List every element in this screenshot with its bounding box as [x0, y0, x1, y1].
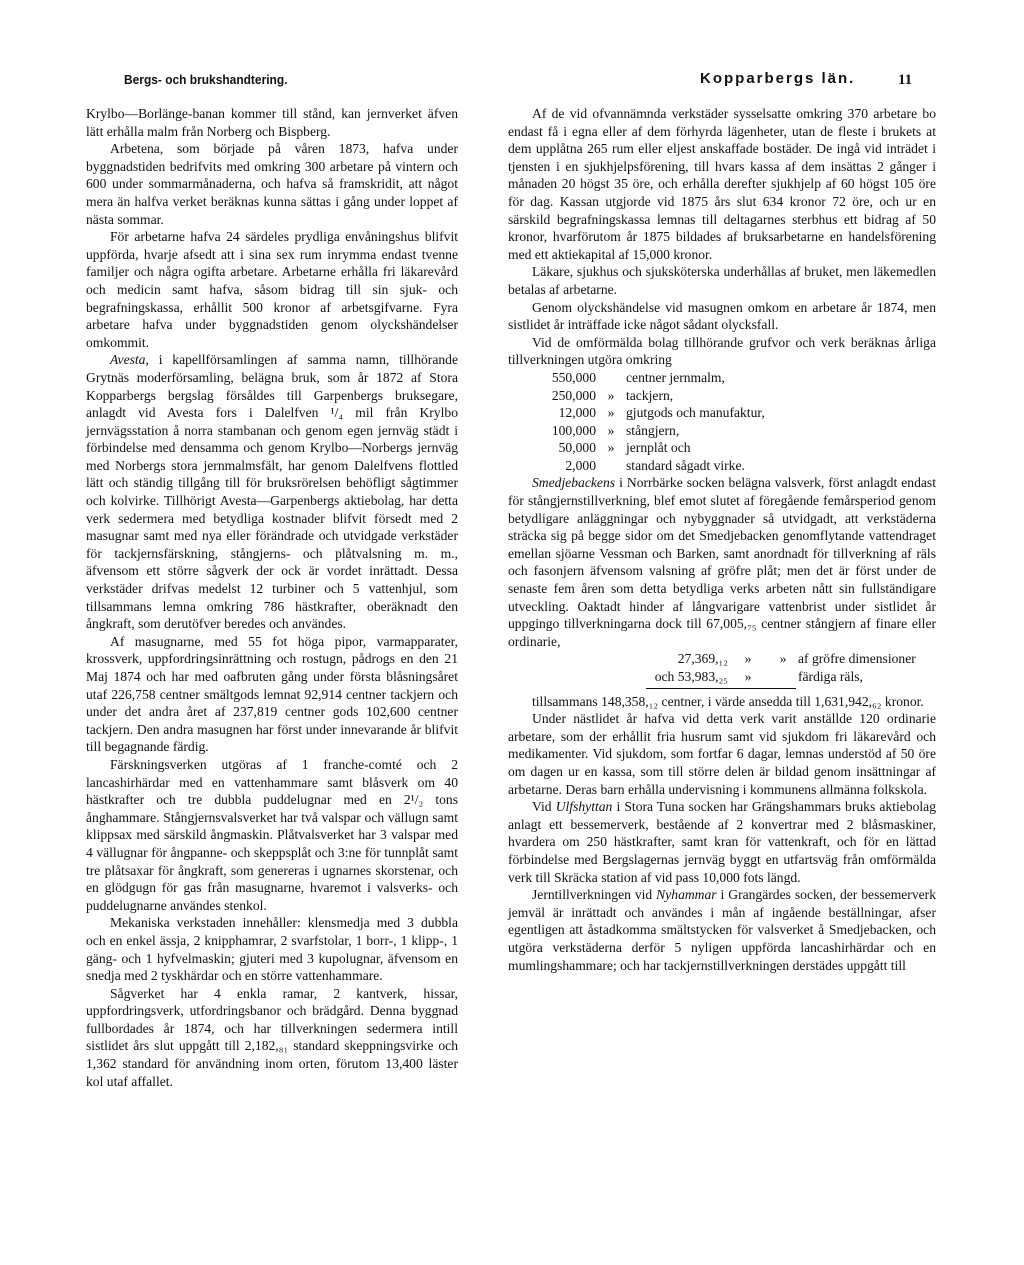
paragraph: Under nästlidet år hafva vid detta verk varit anställde 120 ordinarie arbetare, som der erhållit fria husrum samt vid sjukdom fri läkarevård och medikamenter. Vid sjukdom, som fortfar 6 dagar, lemnas understöd af 50 öre om dagen ur en kassa, som till större delen är bildad genom insättningar af arbetarne. Deras barn erhålla undervisning i kommunens allmänna folkskola. — [508, 711, 936, 797]
paragraph-text: i Grangärdes socken, der bessemerverk jemväl är inrättadt och användes i mån af ingående beställningar, afser egentligen att åstadkomma smältstycken för valsverket å Smedjebacken, och utgöra verkstäderna derför 5 nyligen uppförda lancashirhärdar och en mumlingshammare; och har tackjernstillverkningen derstädes uppgått till — [508, 887, 936, 973]
paragraph: Krylbo—Borlänge-banan kommer till stånd, kan jernverket äfven lätt erhålla malm från Norberg och Bispberg. — [86, 106, 458, 139]
paragraph: Jerntillverkningen vid Nyhammar i Grangärdes socken, der bessemerverk jemväl är inrättadt och användes i mån af ingående beställningar, afser egentligen att åstadkomma smältstycken för valsverket å Smedjebacken, och utgöra verkstäderna derför 5 nyligen uppförda lancashirhärdar och en mumlingshammare; och har tackjernstillverkningen derstädes uppgått till — [508, 887, 936, 973]
paragraph-text: i kapellförsamlingen af samma namn, tillhörande Grytnäs moderförsamling, belägna bruk, som år 1872 af Stora Kopparbergs bergslag försåldes till Garpenbergs bruksegare, anlagdt vid Avesta fors i Dalelfven ¹/₄ mil från Krylbo jernvägsstation å norra stambanan och genom egen jernväg städt i förbindelse med densamma och genom Krylbo—Norbergs jernväg med Norbergs stora jernmalmsfält, har genom Dalelfvens flottled lätt och ständig tillgång till för bruksrörelsen behöfligt sågtimmer och kolvirke. Tillhörigt Avesta—Garpenbergs aktiebolag, har detta verk sedermera med betydliga kostnader blifvit försedt med 2 masugnar samt med nya eller förändrade och utvidgade verkstäder för tackjernsfärskning, stångjerns- och plåtvalsning m. m., äfvensom ett större sågverk der ock är vordet inrättadt. Dessa verkstäder drifvas medelst 12 turbiner och 5 vattenhjul, som tillsammans lemna omkring 786 hästkrafter, oberäknadt den ångkraft, som derutöfver beredes och användes. — [86, 352, 458, 632]
paragraph: Af masugnarne, med 55 fot höga pipor, varmapparater, krossverk, uppfordringsinrättning och rostugn, pådrogs en den 21 Maj 1874 och har med oafbruten gång under första blåsningsåret utaf 226,758 centner smältgods lemnat 92,914 centner tackjern och under det andra året af 237,819 centner gods 102,600 centner tackjern. Den andra masugnen har först under innevarande år blifvit till begagnande färdig. — [86, 633, 458, 755]
paragraph — [86, 351, 458, 633]
running-header-right: Kopparbergs län. — [700, 70, 856, 87]
list-item: 550,000 centner jernmalm, — [551, 369, 725, 385]
place-name-nyhammar: Nyhammar — [656, 887, 717, 903]
paragraph: Arbetena, som började på våren 1873, hafva under byggnadstiden bedrifvits med omkring 300 arbetare på vintern och 600 under sommarmånaderna, och hafva så framskridit, att något mera än halfva verket beräknas kunna sättas i gång under loppet af nästa sommar. — [86, 141, 458, 227]
paragraph-text: i Stora Tuna socken har Grängshammars bruks aktiebolag anlagt ett bessemerverk, bestående af 2 konvertrar med 2 blåsmaskiner, hvardera om 250 hästkrafter, samt kran för vattenkraft, och för en lättad förbindelse med Bergslagernas jernväg byggt en utfartsväg från omförmälda verk till Skräcka station af vid pass 10,000 fots längd. — [508, 799, 936, 885]
paragraph: För arbetarne hafva 24 särdeles prydliga envåningshus blifvit uppförda, hvarje afsedt att i sina sex rum inrymma endast tvenne familjer och några ogifta arbetare. Arbetarne erhålla fri läkarevård och medicin samt hafva, såsom bidrag till sin sjuk- och begrafningskassa, erhållit 500 kronor af arbetsgifvarne. Fyra arbetare hafva under byggnadstiden genom olyckshändelser omkommit. — [86, 229, 458, 350]
list-item: 27,369,₁₂ » » af gröfre dimensioner — [677, 651, 916, 667]
place-name-smedjebacken: Smedjebackens — [532, 475, 616, 491]
place-name-avesta: Avesta, — [110, 352, 149, 368]
right-column — [508, 105, 936, 974]
paragraph: Färskningsverken utgöras af 1 franche-comté och 2 lancashirhärdar med en vattenhammare samt blåsverk om 40 hästkrafter och tre dubbla puddelugnar med en 2¹/₂ tons ånghammare. Stångjernsvalsverket har två valspar och vällugn samt klippsax med särskild ångmaskin. Plåtvalsverket har 3 valspar med 4 vällugnar för ångpanne- och skeppsplåt och 3:ne för tunnplåt samt tre plåtsaxar för ångkraft, som genereras i ugnarnes skorstenar, och en glödgugn för gas från masugnarne, hvaremot i valsverks- och puddelugnarne användes stenkol. — [86, 756, 458, 913]
paragraph: Sågverket har 4 enkla ramar, 2 kantverk, hissar, uppfordringsverk, utfordringsbanor och brädgård. Denna byggnad fullbordades år 1874, och har tillverkningen sedermera intill sistlidet års slut uppgått till 2,182,₈₁ standard skeppningsvirke och 1,362 standard för användning inom orten, förutom 13,400 läster kol utaf affallet. — [86, 985, 458, 1089]
sum-rule — [646, 688, 796, 689]
list-item: 12,000 » gjutgods och manufaktur, — [558, 405, 765, 421]
page-number: 11 — [898, 72, 913, 88]
paragraph: Genom olyckshändelse vid masugnen omkom en arbetare år 1874, men sistlidet år inträffade icke något sådant olycksfall. — [508, 299, 936, 333]
list-item: 250,000 » tackjern, — [551, 387, 674, 403]
paragraph: Mekaniska verkstaden innehåller: klensmedja med 3 dubbla och en enkel ässja, 2 knipphamrar, 2 svarfstolar, 1 borr-, 1 klipp-, 1 gäng- och 1 hyfvelmaskin; gjuteri med 3 kupolugnar, äfvensom en snedja med 2 tyskhärdar och en större vattenhammare. — [86, 915, 458, 984]
rail-production-list — [508, 650, 936, 685]
place-name-ulfshyttan: Ulfshyttan — [555, 799, 613, 815]
paragraph: Af de vid ofvannämnda verkstäder sysselsatte omkring 370 arbetare bo endast få i egna eller af dem förhyrda lägenheter, utan de fleste i brukets at dem upplåtna 265 rum eller eljest anskaffade bostäder. De ingå vid inträdet i tjensten i en sjukhjelpsförening, till hvars kassa af dem insättas 2 gånger i månaden 20 högst 35 öre, och erhålla derefter sjukhjelp af 60 högst 105 öre för dag. Kassan utgjorde vid 1875 års slut 634 kronor 72 öre, och ur en särskild begrafningskassa lemnas till deltagarnes sterbhus ett bidrag af 50 kronor, hvarförutom år 1875 bildades af bruksarbetarne en handelsförening med ett aktiekapital af 15,000 kronor. — [508, 106, 936, 262]
running-header-left: Bergs- och brukshandtering. — [124, 72, 288, 87]
list-item: 2,000 standard sågadt virke. — [565, 457, 745, 473]
paragraph: Vid de omförmälda bolag tillhörande grufvor och verk beräknas årliga tillverkningen utgöra omkring — [508, 334, 936, 368]
list-item: 100,000 » stångjern, — [551, 422, 680, 438]
paragraph: tillsammans 148,358,₁₂ centner, i värde ansedda till 1,631,942,₆₂ kronor. — [532, 693, 924, 709]
list-item: 50,000 » jernplåt och — [558, 440, 691, 456]
paragraph-text: i Norrbärke socken belägna valsverk, först anlagdt endast för stångjernstillverkning, blef emot slutet af föregående femårsperiod genom betydligare anläggningar och nybyggnader så utvidgadt, att verkstäderna sträcka sig på begge sidor om det Smedjebacken genomflytande vattendraget emellan sjöarne Vessman och Barken, samt anordnadt för tillverkning af räls och fasonjern äfvensom valsning af gröfre plåt; men det är först under de senaste fem åren som detta betydliga verks arbeten nått sin fullständigare utveckling. Oaktadt hinder af långvarigare vattenbrist under sistlidet år uppgingo tillverkningarna dock till 67,005,₇₅ centner stångjern af finare eller ordinarie, — [508, 475, 936, 649]
list-item: och 53,983,₂₅ » färdiga räls, — [654, 669, 863, 684]
left-column — [86, 105, 458, 1090]
paragraph: Vid Ulfshyttan i Stora Tuna socken har Grängshammars bruks aktiebolag anlagt ett bessemerverk, bestående af 2 konvertrar med 2 blåsmaskiner, hvardera om 250 hästkrafter, samt kran för vattenkraft, och för en lättad förbindelse med Bergslagernas jernväg byggt en utfartsväg från omförmälda verk till Skräcka station af vid pass 10,000 fots längd. — [508, 799, 936, 885]
paragraph — [508, 474, 936, 650]
production-list — [508, 369, 936, 475]
paragraph: Läkare, sjukhus och sjuksköterska underhållas af bruket, men läkemedlen betalas af arbetarne. — [508, 264, 936, 297]
